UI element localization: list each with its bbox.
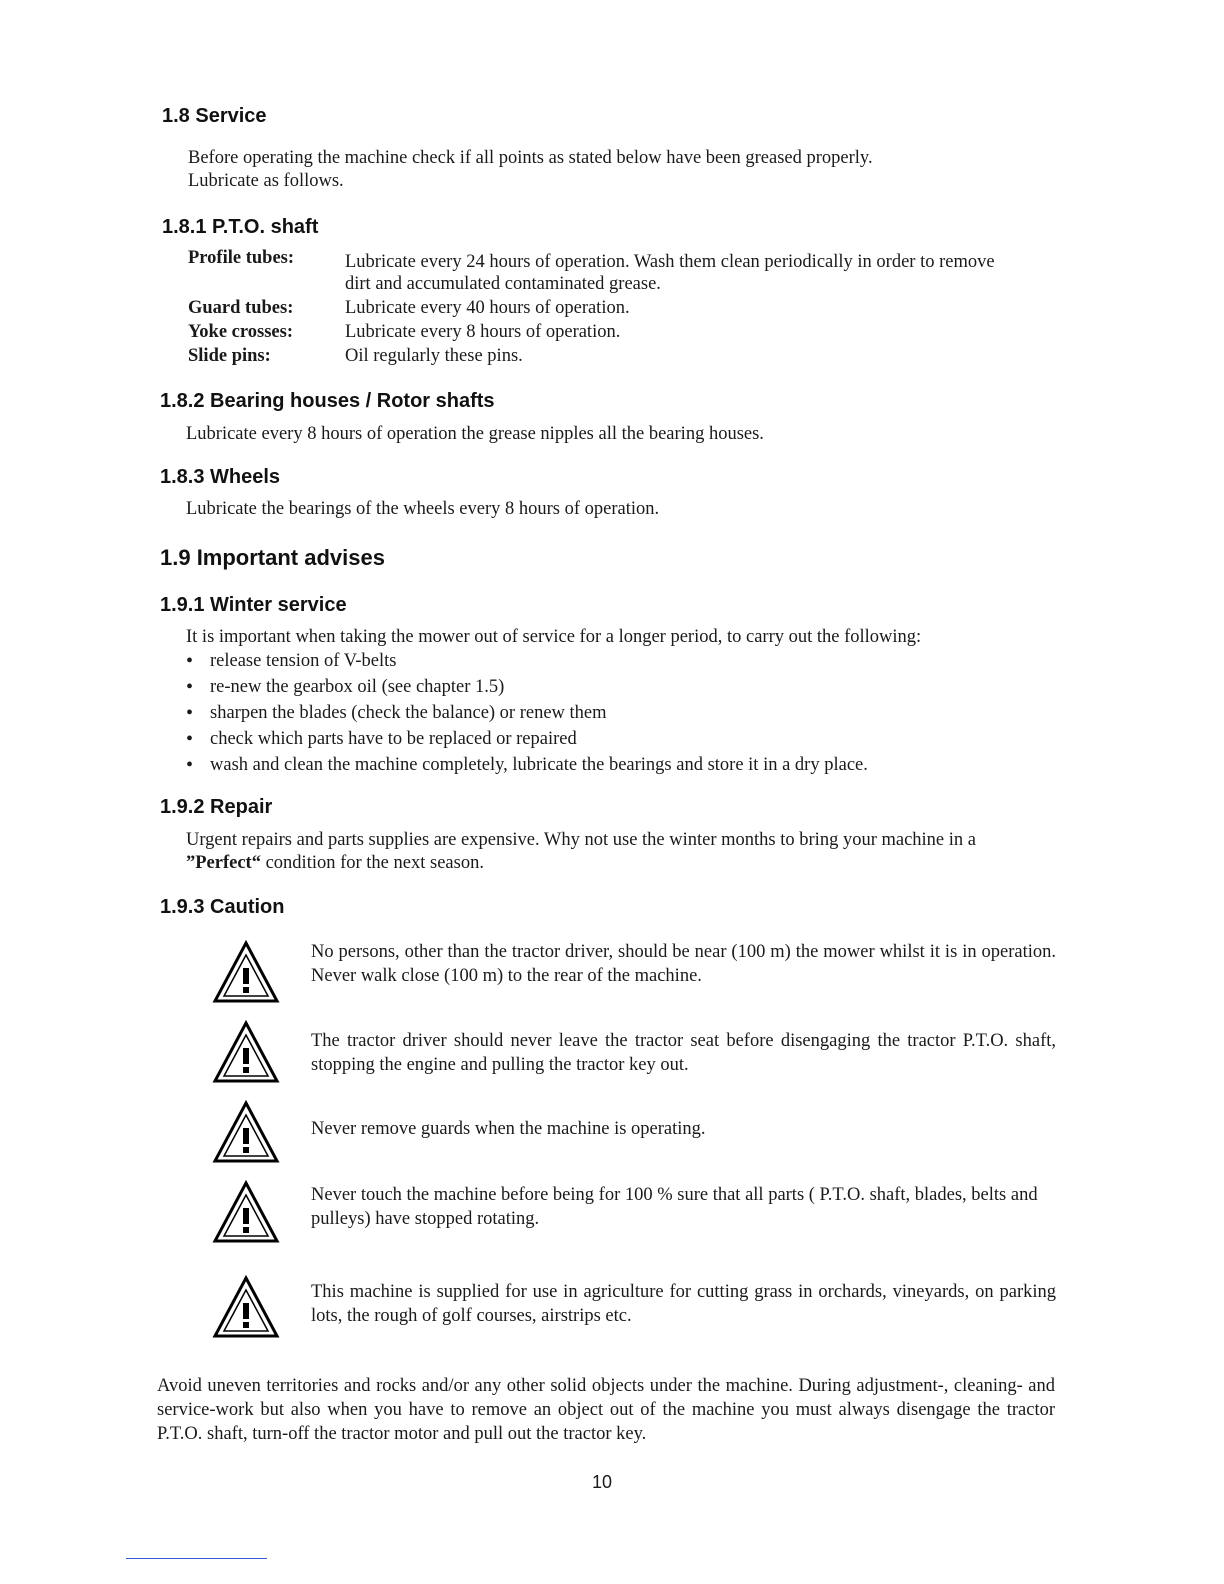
service-intro: Before operating the machine check if all points as stated below have been greased properly. [188,148,873,168]
warning-triangle-icon [212,1020,280,1084]
closing-paragraph: Avoid uneven territories and rocks and/or any other solid objects under the machine. During adjustment-, cleaning- and service-work but also when you have to remove an object out of the machine you must always disengage the tractor P.T.O. shaft, turn-off the tractor motor and pull out the tractor key. [157,1376,1055,1444]
heading-1-8-3: 1.8.3 Wheels [160,466,281,488]
pto-row-value: Lubricate every 24 hours of operation. Wash them clean periodically in order to remove [345,252,995,272]
heading-1-8: 1.8 Service [162,105,267,127]
perfect-emphasis: ”Perfect“ [186,853,261,873]
pto-row-value: Oil regularly these pins. [345,346,523,366]
caution-text: Never remove guards when the machine is operating. [311,1119,706,1139]
pto-row-label: Guard tubes: [188,298,294,318]
pto-row-label: Slide pins: [188,346,271,366]
warning-triangle-icon [212,1180,280,1244]
caution-text: This machine is supplied for use in agriculture for cutting grass in orchards, vineyards, on parking lots, the rough of golf courses, airstrips etc. [311,1282,1056,1326]
winter-intro: It is important when taking the mower out of service for a longer period, to carry out the following: [186,627,922,647]
repair-line2 [186,851,484,875]
caution-text: No persons, other than the tractor driver, should be near (100 m) the mower whilst it is in operation. Never walk close (100 m) to the rear of the machine. [311,942,1056,986]
list-item: • check which parts have to be replaced or repaired [186,726,868,752]
winter-service-list [186,648,868,778]
warning-triangle-icon [212,1100,280,1164]
heading-1-8-1: 1.8.1 P.T.O. shaft [162,216,319,238]
pto-row-value: Lubricate every 40 hours of operation. [345,298,630,318]
list-item: • sharpen the blades (check the balance) or renew them [186,700,868,726]
pto-row-label: Profile tubes: [188,248,295,268]
caution-text: The tractor driver should never leave the tractor seat before disengaging the tractor P.T.O. shaft, stopping the engine and pulling the tractor key out. [311,1031,1056,1075]
pto-row-value-cont: dirt and accumulated contaminated grease. [345,274,661,294]
heading-1-9-3: 1.9.3 Caution [160,896,285,918]
list-item: • wash and clean the machine completely, lubricate the bearings and store it in a dry place. [186,752,868,778]
wheels-text: Lubricate the bearings of the wheels every 8 hours of operation. [186,499,660,519]
footnote-divider [126,1558,267,1559]
service-lubricate: Lubricate as follows. [188,171,344,191]
warning-triangle-icon [212,1275,280,1339]
bearing-text: Lubricate every 8 hours of operation the grease nipples all the bearing houses. [186,424,764,444]
repair-line2-rest: condition for the next season. [260,853,484,873]
pto-row-value: Lubricate every 8 hours of operation. [345,322,621,342]
heading-1-9: 1.9 Important advises [160,545,385,570]
pto-row-label: Yoke crosses: [188,322,293,342]
warning-triangle-icon [212,940,280,1004]
page-number: 10 [591,1472,613,1492]
heading-1-8-2: 1.8.2 Bearing houses / Rotor shafts [160,390,495,412]
caution-text: Never touch the machine before being for 100 % sure that all parts ( P.T.O. shaft, blades, belts and pulleys) have stopped rotating. [311,1185,1038,1229]
list-item: • release tension of V-belts [186,648,868,674]
heading-1-9-2: 1.9.2 Repair [160,796,273,818]
repair-line1: Urgent repairs and parts supplies are expensive. Why not use the winter months to bring your machine in a [186,830,976,850]
heading-1-9-1: 1.9.1 Winter service [160,594,347,616]
list-item: • re-new the gearbox oil (see chapter 1.5) [186,674,868,700]
